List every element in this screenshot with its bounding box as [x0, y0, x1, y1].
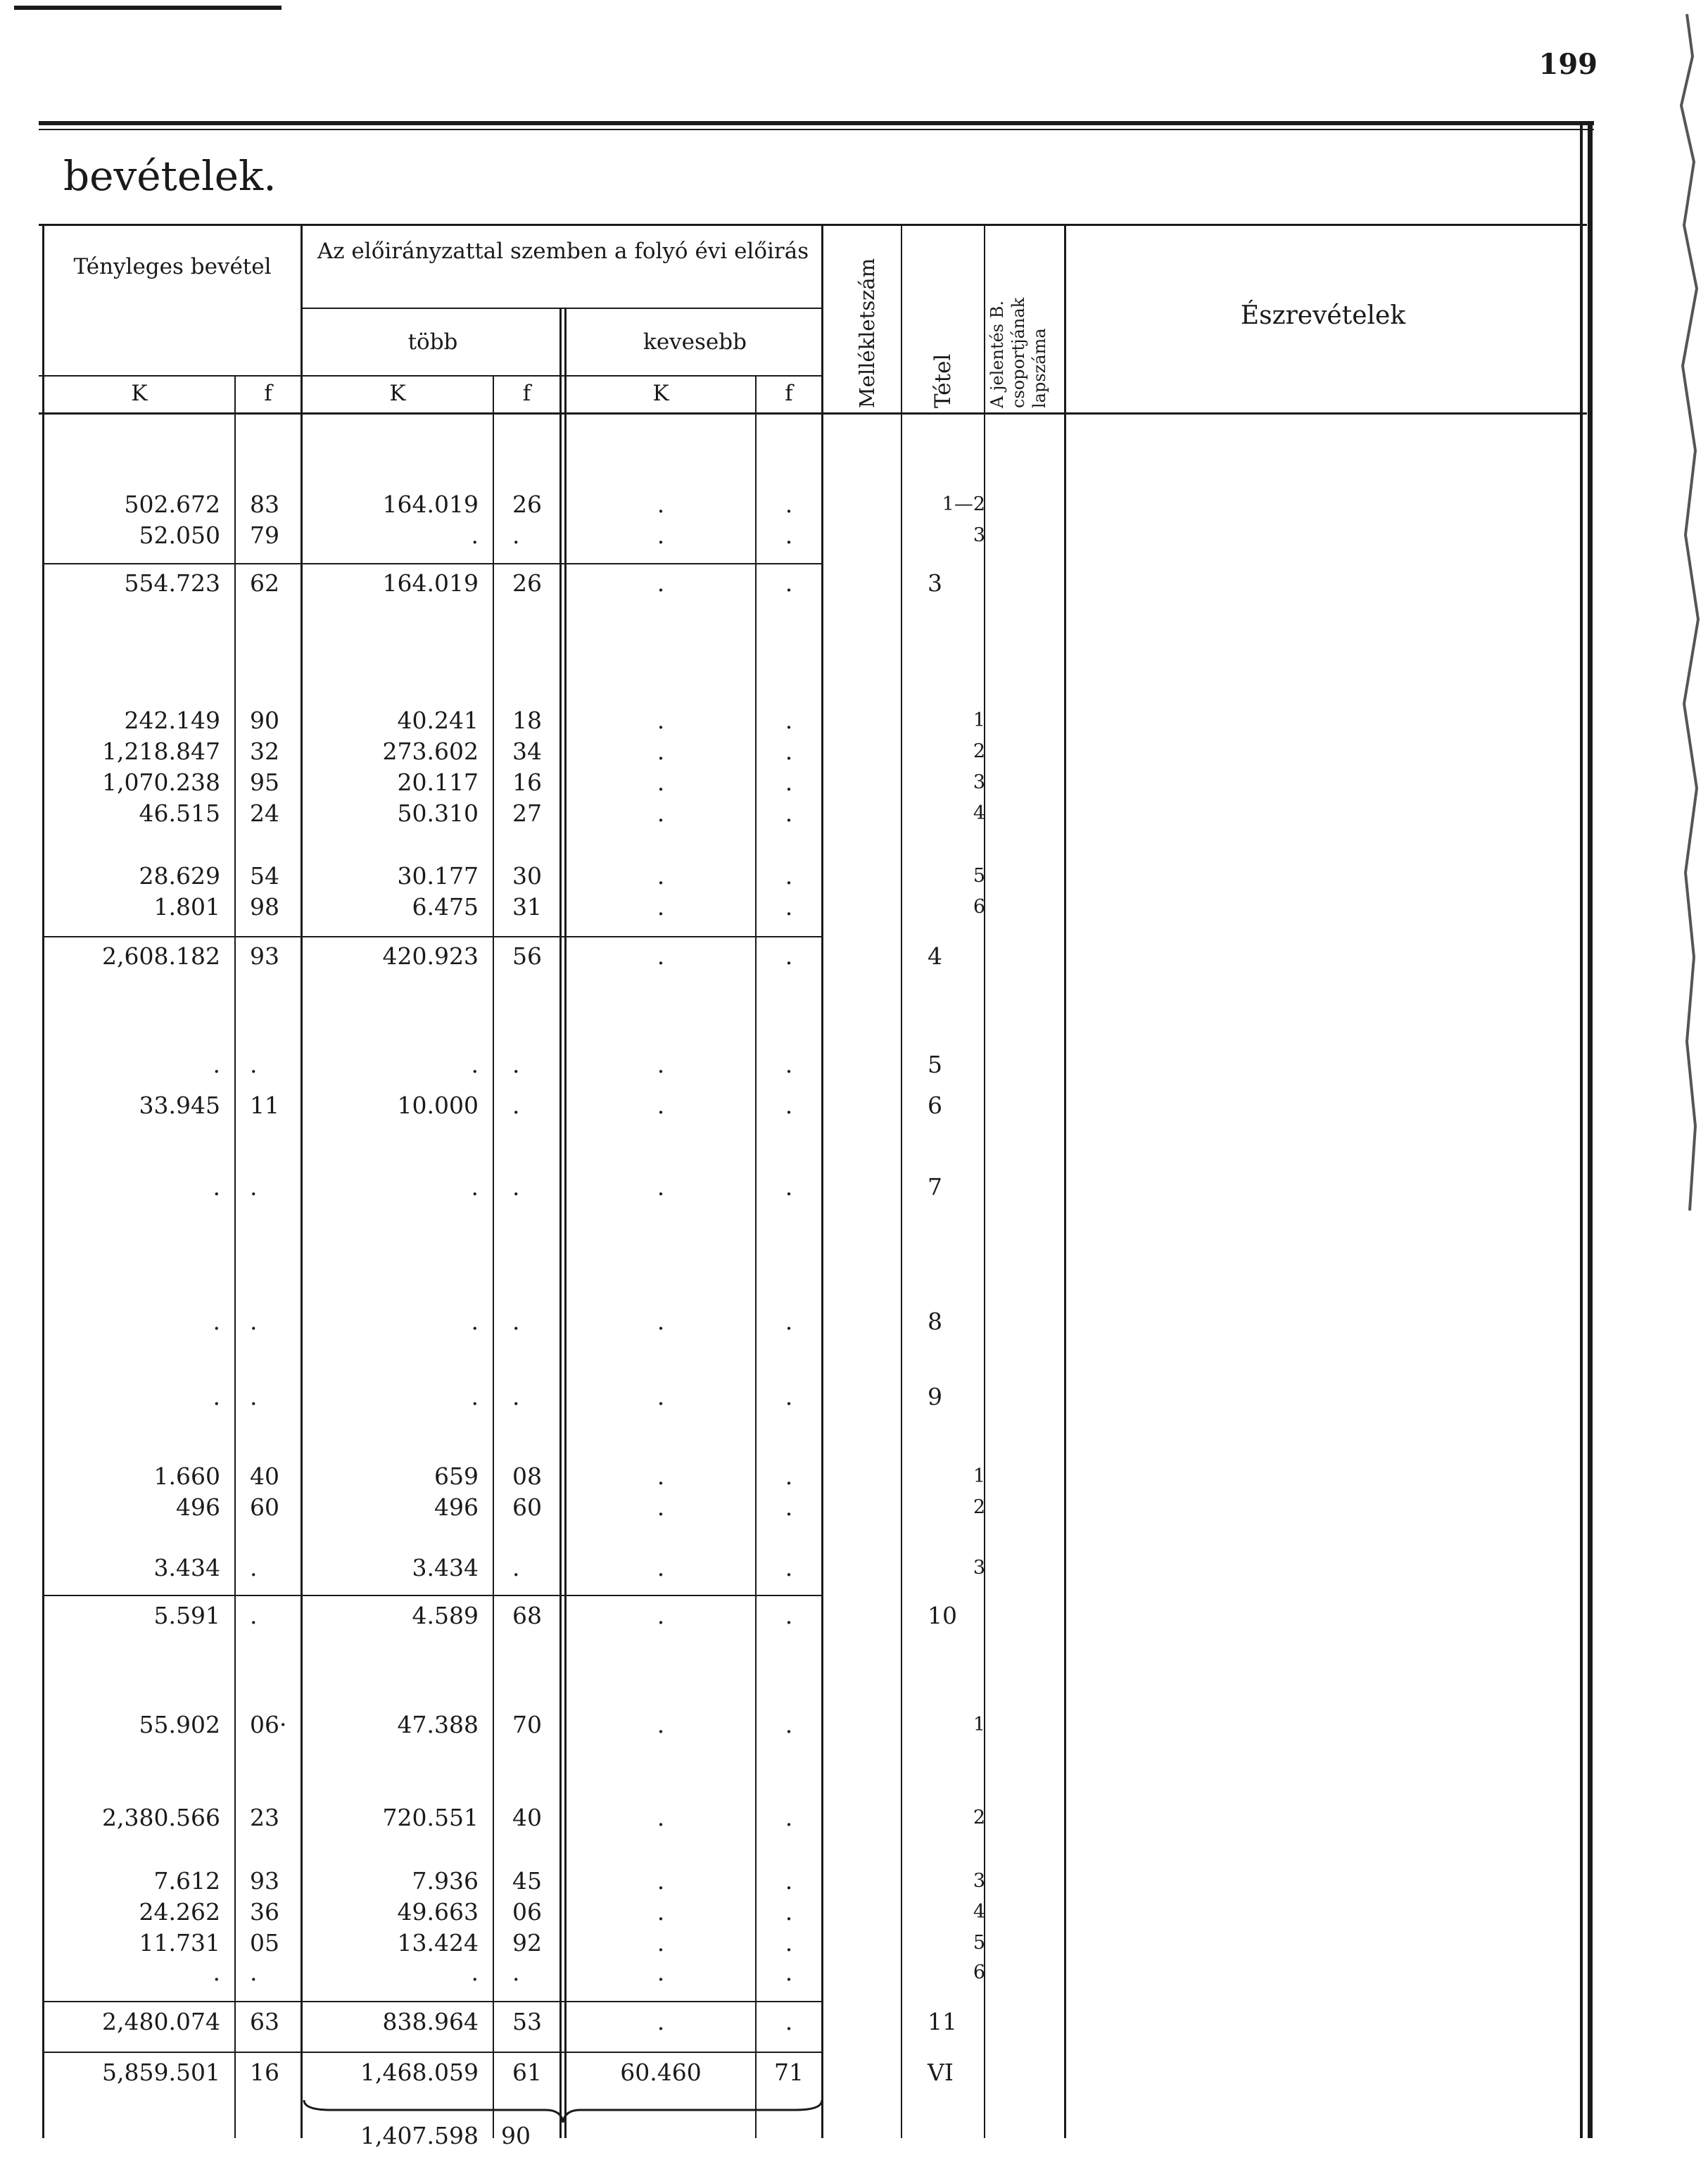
sum-rule-5: [44, 2052, 823, 2053]
cell-tk: 52.050: [139, 522, 220, 549]
cell-tf: 32: [250, 738, 279, 765]
cell-tf: .: [250, 1308, 258, 1335]
cell-tf: 05: [250, 1929, 279, 1957]
cell-kk: .: [657, 1602, 665, 1629]
cell-tetel: VI: [928, 2059, 954, 2086]
sum-rule-4: [44, 2001, 823, 2002]
cell-tk: 5,859.501: [102, 2059, 220, 2086]
cell-ok: 7.936: [412, 1867, 479, 1895]
cell-tk: 2,608.182: [102, 942, 220, 970]
cell-kf: .: [785, 569, 793, 597]
cell-tk: 7.612: [153, 1867, 220, 1895]
cell-kk: .: [657, 569, 665, 597]
cell-of: 34: [512, 738, 542, 765]
cell-tk: 2,380.566: [102, 1804, 220, 1831]
cell-of: 45: [512, 1867, 542, 1895]
cell-tk: 3.434: [153, 1554, 220, 1581]
cell-tf: 23: [250, 1804, 279, 1831]
cell-kf: .: [785, 1929, 793, 1957]
cell-kk: .: [657, 1711, 665, 1738]
kf-header-rule: [39, 375, 823, 377]
header-tenyleges: Tényleges bevétel: [73, 254, 272, 279]
cell-tf: 60: [250, 1493, 279, 1521]
cell-kk: .: [657, 491, 665, 518]
cell-ok: 3.434: [412, 1554, 479, 1581]
cell-kk: .: [657, 1929, 665, 1957]
cell-tetel: 4: [973, 802, 985, 824]
cell-ok: .: [471, 1173, 479, 1201]
cell-tetel: 3: [973, 771, 985, 793]
cell-tetel: 6: [973, 896, 985, 918]
cell-ok: .: [471, 1051, 479, 1078]
header-f-tobb: f: [522, 381, 531, 406]
header-k-kevesebb: K: [652, 381, 669, 406]
cell-ok: 420.923: [382, 942, 479, 970]
page-number: 199: [1538, 48, 1598, 81]
cell-kf: .: [785, 942, 793, 970]
sum-rule-2: [44, 936, 823, 937]
cell-kk: 60.460: [620, 2059, 702, 2086]
cell-tf: .: [250, 1173, 258, 1201]
cell-tf: 06·: [250, 1711, 287, 1738]
cell-kf: .: [785, 1804, 793, 1831]
cell-of: 27: [512, 800, 542, 827]
cell-tk: 1.801: [153, 893, 220, 921]
cell-of: 61: [512, 2059, 542, 2086]
header-k-tenyleges: K: [131, 381, 148, 406]
cell-tetel: 5: [973, 865, 985, 887]
cell-kk: .: [657, 1898, 665, 1926]
cell-kf: .: [785, 1602, 793, 1629]
header-melleklet: Mellékletszám: [855, 258, 879, 408]
cell-tetel: 2: [973, 1807, 985, 1828]
header-jelentes: A jelentés B. csoportjának lapszáma: [987, 297, 1049, 408]
cell-of: 92: [512, 1929, 542, 1957]
cell-tetel: 3: [973, 524, 985, 546]
cell-tk: 242.149: [124, 707, 220, 734]
cell-kf: .: [785, 707, 793, 734]
cell-tk: 46.515: [139, 800, 220, 827]
cell-ok: .: [471, 1959, 479, 1986]
cell-tetel: 6: [973, 1961, 985, 1983]
cell-ok: 720.551: [382, 1804, 479, 1831]
cell-tf: 62: [250, 569, 279, 597]
header-bottom-rule: [39, 412, 1587, 415]
cell-tetel: 11: [928, 2008, 957, 2035]
cell-kf: .: [785, 1092, 793, 1119]
table-top-border: [39, 224, 1587, 226]
cell-tf: .: [250, 1959, 258, 1986]
cell-ok: 10.000: [397, 1092, 479, 1119]
cell-kf: .: [785, 738, 793, 765]
cell-tetel: 4: [928, 942, 942, 970]
cell-tf: 36: [250, 1898, 279, 1926]
cell-tk: 554.723: [124, 569, 220, 597]
cell-ok: 838.964: [382, 2008, 479, 2035]
cell-kk: .: [657, 769, 665, 796]
cell-of: .: [512, 1383, 520, 1410]
cell-ok: 164.019: [382, 569, 479, 597]
cell-tetel: 1—2: [942, 493, 985, 515]
header-tobb: több: [407, 329, 458, 355]
cell-of: 30: [512, 862, 542, 890]
cell-kf: .: [785, 2008, 793, 2035]
cell-of: 26: [512, 569, 542, 597]
cell-tk: 11.731: [139, 1929, 220, 1957]
cell-kf: 71: [774, 2059, 804, 2086]
cell-tk: 502.672: [124, 491, 220, 518]
cell-tk: 496: [176, 1493, 220, 1521]
cell-ok: 496: [434, 1493, 479, 1521]
cell-kf: .: [785, 862, 793, 890]
cell-tf: .: [250, 1602, 258, 1629]
col-border-melleklet: [901, 224, 902, 2138]
cell-kf: .: [785, 800, 793, 827]
cell-of: 18: [512, 707, 542, 734]
cell-tf: 79: [250, 522, 279, 549]
cell-kk: .: [657, 942, 665, 970]
cell-ok: 4.589: [412, 1602, 479, 1629]
cell-of: .: [512, 1308, 520, 1335]
cell-tk: .: [213, 1051, 220, 1078]
cell-tf: 40: [250, 1462, 279, 1490]
col-border-right-2: [1588, 121, 1593, 2138]
header-f-tenyleges: f: [264, 381, 272, 406]
cell-tetel: 3: [973, 1870, 985, 1892]
cell-ok: 164.019: [382, 491, 479, 518]
cell-tk: 2,480.074: [102, 2008, 220, 2035]
cell-kf: .: [785, 1554, 793, 1581]
cell-kf: .: [785, 1898, 793, 1926]
cell-of: 08: [512, 1462, 542, 1490]
cell-kk: .: [657, 1867, 665, 1895]
cell-tk: 33.945: [139, 1092, 220, 1119]
col-border-right-1: [1580, 121, 1583, 2138]
header-rule-thin: [39, 129, 1594, 130]
cell-tk: .: [213, 1173, 220, 1201]
cell-tf: 16: [250, 2059, 279, 2086]
cell-kk: .: [657, 707, 665, 734]
cell-ok: 13.424: [397, 1929, 479, 1957]
cell-tetel: 9: [928, 1383, 942, 1410]
cell-tf: 95: [250, 769, 279, 796]
cell-tf: 93: [250, 942, 279, 970]
cell-ok: 20.117: [397, 769, 479, 796]
cell-tk: 1.660: [153, 1462, 220, 1490]
cell-tf: 63: [250, 2008, 279, 2035]
cell-kf: .: [785, 1308, 793, 1335]
cell-kk: .: [657, 522, 665, 549]
cell-kf: .: [785, 1711, 793, 1738]
final-tobb-f: 90: [501, 2122, 531, 2149]
cell-kk: .: [657, 1462, 665, 1490]
cell-tf: .: [250, 1051, 258, 1078]
cell-of: .: [512, 1051, 520, 1078]
cell-kf: .: [785, 1867, 793, 1895]
cell-kf: .: [785, 522, 793, 549]
cell-tf: 54: [250, 862, 279, 890]
cell-kk: .: [657, 1554, 665, 1581]
cell-tf: .: [250, 1383, 258, 1410]
cell-ok: 1,468.059: [360, 2059, 479, 2086]
cell-tetel: 7: [928, 1173, 942, 1201]
header-eszrevetelek: Észrevételek: [1240, 301, 1406, 330]
header-f-kevesebb: f: [785, 381, 793, 406]
cell-tk: 24.262: [139, 1898, 220, 1926]
cell-tk: .: [213, 1959, 220, 1986]
header-eloiranyzat: Az előirányzattal szemben a folyó évi előirás: [317, 239, 809, 264]
cell-tetel: 10: [928, 1602, 957, 1629]
cell-of: 56: [512, 942, 542, 970]
cell-tetel: 6: [928, 1092, 942, 1119]
cell-tetel: 4: [973, 1901, 985, 1923]
cell-kk: .: [657, 2008, 665, 2035]
cell-kf: .: [785, 1173, 793, 1201]
cell-kk: .: [657, 893, 665, 921]
cell-tf: 93: [250, 1867, 279, 1895]
cell-of: .: [512, 1173, 520, 1201]
cell-ok: 50.310: [397, 800, 479, 827]
cell-kk: .: [657, 1493, 665, 1521]
cell-of: 31: [512, 893, 542, 921]
cell-ok: .: [471, 1383, 479, 1410]
cell-kk: .: [657, 800, 665, 827]
cell-tf: 11: [250, 1092, 279, 1119]
header-tetel: Tétel: [930, 353, 956, 408]
top-rule: [14, 6, 281, 10]
cell-tf: 24: [250, 800, 279, 827]
cell-of: 60: [512, 1493, 542, 1521]
cell-kk: .: [657, 1092, 665, 1119]
cell-of: .: [512, 1959, 520, 1986]
cell-kf: .: [785, 1383, 793, 1410]
cell-of: 70: [512, 1711, 542, 1738]
cell-tk: 1,218.847: [102, 738, 220, 765]
cell-of: 40: [512, 1804, 542, 1831]
cell-of: .: [512, 522, 520, 549]
cell-tf: 98: [250, 893, 279, 921]
header-rule-thick: [39, 121, 1594, 125]
cell-tetel: 3: [973, 1557, 985, 1579]
cell-kk: .: [657, 1308, 665, 1335]
cell-kk: .: [657, 1173, 665, 1201]
cell-tetel: 5: [928, 1051, 942, 1078]
col-border-tk: [234, 377, 236, 2138]
cell-ok: .: [471, 1308, 479, 1335]
cell-ok: 6.475: [412, 893, 479, 921]
cell-kk: .: [657, 1959, 665, 1986]
cell-ok: 30.177: [397, 862, 479, 890]
cell-tk: 1,070.238: [102, 769, 220, 796]
cell-tk: 5.591: [153, 1602, 220, 1629]
cell-kk: .: [657, 1051, 665, 1078]
cell-tf: 90: [250, 707, 279, 734]
cell-tetel: 1: [973, 709, 985, 731]
cell-tetel: 1: [973, 1465, 985, 1487]
col-border-kf: [821, 224, 823, 2138]
cell-tetel: 5: [973, 1932, 985, 1954]
cell-ok: .: [471, 522, 479, 549]
col-border-ok: [493, 377, 494, 2138]
cell-tf: 83: [250, 491, 279, 518]
scan-edge-mark: [1666, 0, 1708, 1548]
cell-kf: .: [785, 1959, 793, 1986]
cell-kk: .: [657, 1383, 665, 1410]
cell-kf: .: [785, 769, 793, 796]
cell-ok: 659: [434, 1462, 479, 1490]
subgroup-header-rule: [303, 308, 823, 309]
cell-tf: .: [250, 1554, 258, 1581]
cell-tk: .: [213, 1383, 220, 1410]
sum-rule-1: [44, 563, 823, 564]
cell-kf: .: [785, 491, 793, 518]
cell-tetel: 1: [973, 1714, 985, 1736]
cell-ok: 40.241: [397, 707, 479, 734]
cell-of: .: [512, 1092, 520, 1119]
cell-kf: .: [785, 1051, 793, 1078]
cell-kf: .: [785, 1493, 793, 1521]
cell-of: 06: [512, 1898, 542, 1926]
cell-kk: .: [657, 1804, 665, 1831]
cell-tetel: 2: [973, 1496, 985, 1518]
cell-of: .: [512, 1554, 520, 1581]
cell-of: 26: [512, 491, 542, 518]
cell-tetel: 2: [973, 740, 985, 762]
cell-ok: 47.388: [397, 1711, 479, 1738]
cell-tk: 28.629: [139, 862, 220, 890]
cell-of: 53: [512, 2008, 542, 2035]
col-border-of-1: [559, 308, 562, 2138]
cell-kf: .: [785, 1462, 793, 1490]
cell-ok: 273.602: [382, 738, 479, 765]
cell-tk: 55.902: [139, 1711, 220, 1738]
header-kevesebb: kevesebb: [643, 329, 747, 355]
cell-of: 16: [512, 769, 542, 796]
cell-tetel: 8: [928, 1308, 942, 1335]
final-tobb-k: 1,407.598: [360, 2122, 479, 2149]
cell-kf: .: [785, 893, 793, 921]
cell-kk: .: [657, 738, 665, 765]
cell-kk: .: [657, 862, 665, 890]
header-k-tobb: K: [389, 381, 406, 406]
cell-tetel: 3: [928, 569, 942, 597]
page-title: bevételek.: [63, 152, 277, 200]
cell-tk: .: [213, 1308, 220, 1335]
cell-ok: 49.663: [397, 1898, 479, 1926]
cell-of: 68: [512, 1602, 542, 1629]
col-border-jelentes: [1064, 224, 1066, 2138]
sum-rule-3: [44, 1595, 823, 1596]
